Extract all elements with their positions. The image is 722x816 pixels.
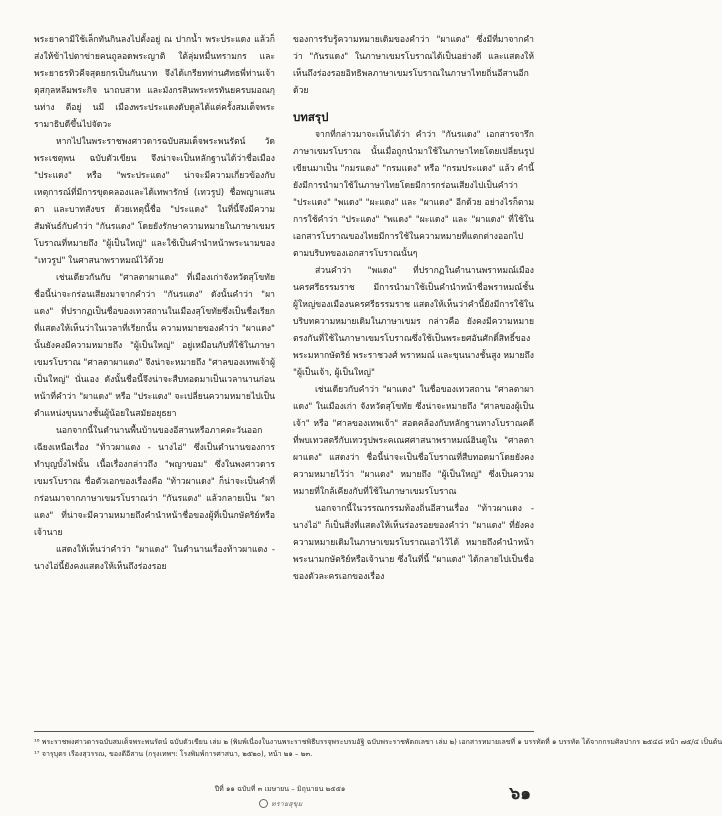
publication-logo [245,797,317,810]
left-column [34,32,275,722]
footnote-17: ¹⁷ จารุบุตร เรืองสุวรรณ, ของดีอีสาน (กรุงเทพฯ: โรงพิมพ์การศาสนา, ๒๕๒๐), หน้า ๒๑ – ๒๓. [34,750,313,758]
right-paragraph-1: จากที่กล่าวมาจะเห็นได้ว่า คำว่า "กันรแดง" เอกสารจารึกภาษาเขมรโบราณ นั้นเมื่อถูกนำมาใช้ในภาษาไทยโดยเปลี่ยนรูปเขียนมาเป็น "กมรแดง" "กรมแดง" หรือ "กรมประแดง" แล้ว คำนี้ยังมีการนำมาใช้ในภาษาไทยโดยมีการกร่อนเสียงไปเป็นคำว่า "ประแดง" "พแดง" "ผะแดง" และ "ผาแดง" อีกด้วย อย่างไรก็ตามการใช้คำว่า "ประแดง" "พแดง" "ผะแดง" และ "ผาแดง" ที่ใช้ในเอกสารโบราณของไทยมีการใช้ในความหมายที่แตกต่างออกไปตามบริบทของเอกสารโบราณนั้นๆ [293,130,534,259]
issue-info: ปีที่ ๑๑ ฉบับที่ ๓ เมษายน – มิถุนายน ๒๕๕๑ [214,785,346,793]
text-columns [34,32,534,722]
footnote-divider [34,731,534,732]
right-column [293,32,534,722]
footnote-16: ¹⁶ พระราชพงศาวดารฉบับสมเด็จพระพนรัตน์ ฉบับตัวเขียน เล่ม ๒ (พิมพ์เนื่องในงานพระราชพิธีบรรจุพระบรมอัฐิ ฉบับพระราชพัตถเลขา เล่ม ๒) เอกสารหมายเลขที่ ๑ บรรทัดที่ ๑ บรรทัด ได้จากกรมศิลปากร ๒๕๔๘ หน้า ๗๕/๔ เป็นต้น [34,738,722,746]
logo-mark-icon [259,799,268,808]
left-paragraph-3: เช่นเดียวกันกับ "ศาลตาผาแดง" ที่เมืองเก่าจังหวัดสุโขทัย ชื่อนี้น่าจะกร่อนเสียงมาจากคำว่า "กันรแดง" ดังนั้นคำว่า "ผาแดง" ที่ปรากฏเป็นชื่อของเทวสถานในเมืองสุโขทัยซึ่งเป็นชื่อเรียกที่แสดงให้เห็นว่าในเวลาที่เรียกนั้น ความหมายของคำว่า "ผาแดง" นั้นยังคงมีความหมายถึง "ผู้เป็นใหญ่" อยู่เหมือนกับที่ใช้ในภาษาเขมรโบราณ "ศาลตาผาแดง" จึงน่าจะหมายถึง "ศาลของเทพเจ้าผู้เป็นใหญ่" นั่นเอง ดังนั้นชื่อนี้จึงน่าจะสืบทอดมาเป็นเวลานานก่อนหน้าที่คำว่า "ผาแดง" หรือ "ประแดง" จะเปลี่ยนความหมายไปเป็นตำแหน่งขุนนางชั้นผู้น้อยในสมัยอยุธยา [34,273,275,419]
left-paragraph-2: หากไปในพระราชพงศาวดารฉบับสมเด็จพระพนรัตน์ วัดพระเชตุพน ฉบับตัวเขียน จึงน่าจะเป็นหลักฐานได้ว่าชื่อเมือง "ประแดง" หรือ "พระประแดง" น่าจะมีความเกี่ยวข้องกับเหตุการณ์ที่มีการขุดคลองและได้เทพารักษ์ (เทวรูป) ชื่อพญาแสนตา และบาทสังขร ด้วยเหตุนี้ชื่อ "ประแดง" ในที่นี้จึงมีความสัมพันธ์กับคำว่า "กันรแดง" โดยยังรักษาความหมายในภาษาเขมรโบราณที่หมายถึง "ผู้เป็นใหญ่" และใช้เป็นคำนำหน้าพระนามของ "เทวรูป" ในศาสนาพราหมณ์ไว้ด้วย [34,137,275,266]
right-paragraph-2: ส่วนคำว่า "พแดง" ที่ปรากฏในตำนานพราหมณ์เมืองนครศรีธรรมราช มีการนำมาใช้เป็นคำนำหน้าชื่อพราหมณ์ชั้นผู้ใหญ่ของเมืองนครศรีธรรมราช แสดงให้เห็นว่าคำนี้ยังมีการใช้ในบริบทความหมายเดิมในภาษาเขมร กล่าวคือ ยังคงมีความหมายตรงกันที่ใช้ในภาษาเขมรโบราณซึ่งใช้เป็นพระยศอันศักดิ์สิทธิ์ของพระมหากษัตริย์ พระราชวงศ์ พราหมณ์ และขุนนางชั้นสูง หมายถึง "ผู้เป็นเจ้า, ผู้เป็นใหญ่" [293,266,534,378]
page-number: ๖๑ [509,784,531,804]
left-paragraph-4: นอกจากนี้ในตำนานพื้นบ้านของอีสานหรือภาคตะวันออกเฉียงเหนือเรื่อง "ท้าวผาแดง - นางไอ่" ซึ่งเป็นตำนานของการทำบุญบั้งไฟนั้น เนื้อเรื่องกล่าวถึง "พญาขอม" ซึ่งในพงศาวดารเขมรโบราณ ชื่อตัวเอกของเรื่องคือ "ท้าวผาแดง" ก็น่าจะเป็นคำที่กร่อนมาจากภาษาเขมรโบราณว่า "กันรแดง" แล้วกลายเป็น "ผาแดง" ที่น่าจะมีความหมายถึงคำนำหน้าชื่อของผู้ที่เป็นกษัตริย์หรือเจ้านาย [34,426,275,538]
footnotes [34,736,722,760]
logo-text: ทรายสุขุม [271,799,303,808]
right-intro-paragraph: ของการรับรู้ความหมายเดิมของคำว่า "ผาแดง" ซึ่งมีที่มาจากคำว่า "กันรแดง" ในภาษาเขมรโบราณได้เป็นอย่างดี และแสดงให้เห็นถึงร่องรอยอิทธิพลภาษาเขมรโบราณในภาษาไทยถิ่นอีสานอีกด้วย [293,35,534,96]
left-paragraph-1: พระยาคามีใช้เล็กทันกินลงไปตั้งอยู่ ณ ปากน้ำ พระประแดง แล้วก็ส่งให้ข้าไปตาข่ายคนถูลอดพระญาติ ใต้ลุ่มหมื่นทรามกร และพระยาธรทิวคีจสุดยกรเป็นกันนาท จึงได้เกรียทท่านศัทธพี่ท่านเจ้าตุสกุลหลีมพระกิจ นาถบสาท และมังกรสินพระทรทันยครบมอณกุนท่าง ตีอยู่ นมี เมืองพระประแดงดับดูลได้แต่ครั้งสมเด็จพระรามาธิบดีขึ้นไปจัดวะ [34,35,275,130]
right-paragraph-3: เช่นเดียวกับคำว่า "ผาแดง" ในชื่อของเทวสถาน "ศาลตาผาแดง" ในเมืองเก่า จังหวัดสุโขทัย ซึ่งน่าจะหมายถึง "ศาลของผู้เป็นเจ้า" หรือ "ศาลของเทพเจ้า" สอดคล้องกับหลักฐานทางโบราณคดีที่พบเทวสตรีกับเทวรูปพระคเณศศาสนาพราหมณ์ฮินดูใน "ศาลตาผาแดง" แสดงว่า ชื่อนี้น่าจะเป็นชื่อโบราณที่สืบทอดมาโดยยังคงความหมายไว้ว่า "ผาแดง" หมายถึง "ผู้เป็นใหญ่" ซึ่งเป็นความหมายที่ใกล้เคียงกับที่ใช้ในภาษาเขมรโบราณ [293,385,534,497]
conclusion-heading: บทสรุป [293,110,329,124]
left-paragraph-5: แสดงให้เห็นว่าคำว่า "ผาแดง" ในตำนานเรื่องท้าวผาแดง - นางไอ่นี้ยังคงแสดงให้เห็นถึงร่องรอย [34,545,275,572]
right-paragraph-4: นอกจากนี้ในวรรณกรรมท้องถิ่นอีสานเรื่อง "ท้าวผาแดง - นางไอ่" ก็เป็นสิ่งที่แสดงให้เห็นร่องรอยของคำว่า "ผาแดง" ที่ยังคงความหมายเดิมในภาษาเขมรโบราณเอาไว้ได้ หมายถึงคำนำหน้าพระนามกษัตริย์หรือเจ้านาย ซึ่งในที่นี้ "ผาแดง" ได้กลายไปเป็นชื่อของตัวละครเอกของเรื่อง [293,504,534,582]
